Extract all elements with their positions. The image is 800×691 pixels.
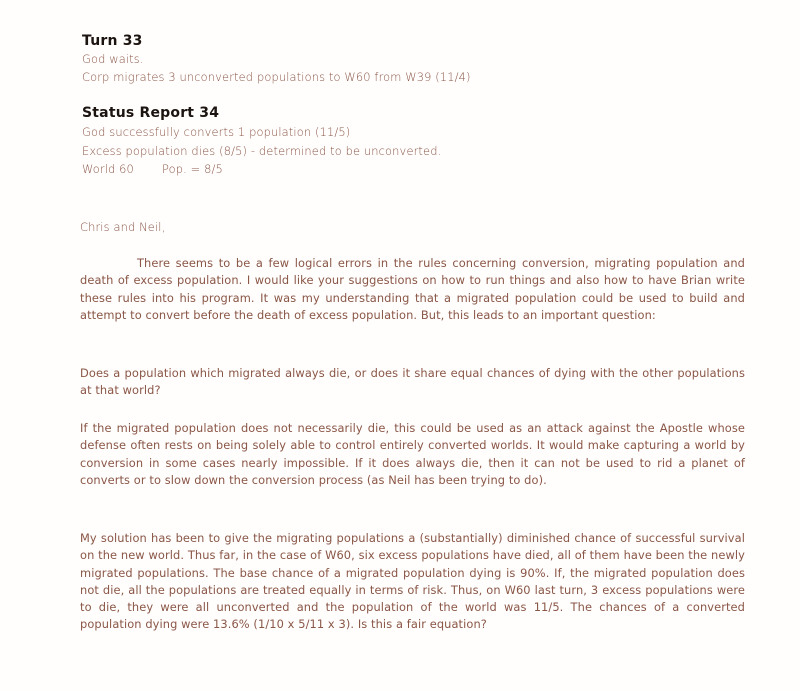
turn-line-2: Corp migrates 3 unconverted populations to W60 from W39 (11/4): [82, 70, 471, 84]
status-line-2: Excess population dies (8/5) - determined to be unconverted.: [82, 144, 442, 158]
status-line-1: God successfully converts 1 population (11/5): [82, 125, 351, 139]
turn-line-1: God waits.: [82, 52, 144, 66]
population-value: Pop. = 8/5: [161, 162, 223, 176]
paragraph-2: Does a population which migrated always die, or does it share equal chances of dying with the other populations at that world?: [80, 366, 745, 398]
paragraph-1: There seems to be a few logical errors in the rules concerning conversion, migrating population and death of excess population. I would like your suggestions on how to run things and also how to have Brian write these rules into his program. It was my understanding that a migrated population could be used to build and attempt to convert before the death of excess population. But, this leads to an important question:: [80, 256, 745, 322]
paragraph-4: My solution has been to give the migrating populations a (substantially) diminished chance of successful survival on the new world. Thus far, in the case of W60, six excess populations have died, all of them have been the newly migrated populations. The base chance of a migrated population dying is 90%. If, the migrated population does not die, all the populations are treated equally in terms of risk. Thus, on W60 last turn, 3 excess populations were to die, they were all unconverted and the population of the world was 11/5. The chances of a converted population dying were 13.6% (1/10 x 5/11 x 3). Is this a fair equation?: [80, 531, 745, 632]
salutation: Chris and Neil,: [80, 220, 166, 234]
world-population-line: [82, 162, 223, 176]
paragraph-3: If the migrated population does not necessarily die, this could be used as an attack against the Apostle whose defense often rests on being solely able to control entirely converted worlds. It would make capturing a world by conversion in some cases nearly impossible. If it does always die, then it can not be used to rid a planet of converts or to slow down the conversion process (as Neil has been trying to do).: [80, 421, 745, 487]
turn-heading: Turn 33: [82, 33, 143, 49]
status-heading: Status Report 34: [82, 105, 220, 121]
world-label: World 60: [82, 162, 134, 176]
